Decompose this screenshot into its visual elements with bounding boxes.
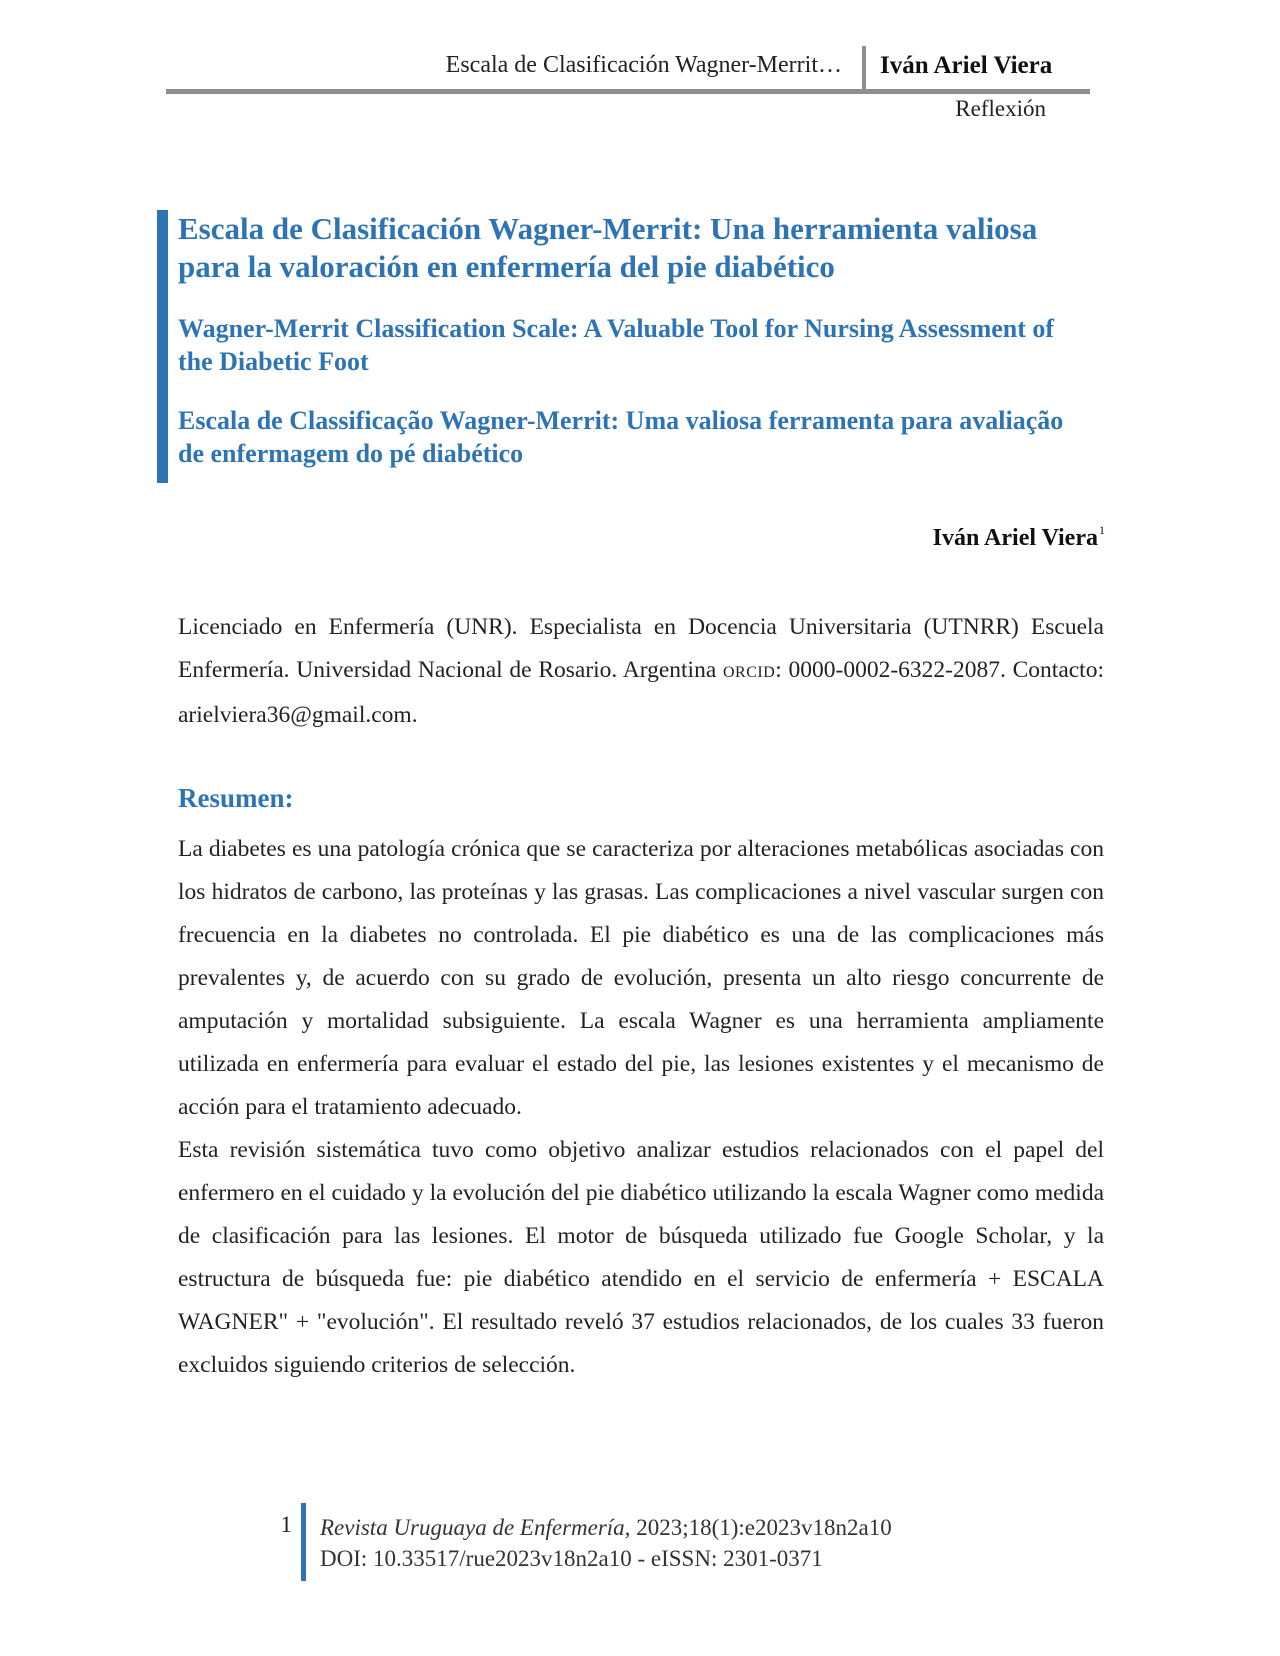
affiliation-text: Licenciado en Enfermería (UNR). Especialista en Docencia Universitaria (UTNRR) Escuela Enfermería. Universidad Nacional de Rosario. Argentina — [178, 614, 1104, 683]
title-portuguese: Escala de Classificação Wagner-Merrit: Uma valiosa ferramenta para avaliação de enfermagem do pé diabético — [178, 406, 1064, 468]
title-spanish: Escala de Clasificación Wagner-Merrit: Una herramienta valiosa para la valoración en enfermería del pie diabético — [178, 211, 1038, 284]
header-author: Iván Ariel Viera — [880, 52, 1053, 79]
header-section-label: Reflexión — [955, 96, 1046, 121]
header-separator — [862, 46, 866, 92]
footer-accent-bar — [301, 1503, 306, 1581]
affiliation-contact: : 0000-0002-6322-2087. Contacto: arielviera36@gmail.com. — [178, 657, 1104, 728]
abstract-body — [178, 828, 1104, 1387]
orcid-label: ORCID — [723, 664, 776, 681]
header-rule — [166, 89, 1090, 94]
author-affiliation — [178, 606, 1104, 737]
abstract-paragraph: Esta revisión sistemática tuvo como objetivo analizar estudios relacionados con el papel del enfermero en el cuidado y la evolución del pie diabético utilizando la escala Wagner como medida de clasificación para las lesiones. El motor de búsqueda utilizado fue Google Scholar, y la estructura de búsqueda fue: pie diabético atendido en el servicio de enfermería + ESCALA WAGNER" + "evolución". El resultado reveló 37 estudios relacionados, de los cuales 33 fueron excluidos siguiendo criterios de selección. — [178, 1137, 1104, 1378]
author-line — [933, 525, 1105, 552]
title-block — [178, 210, 1088, 470]
footer-citation — [320, 1512, 892, 1574]
page-number: 1 — [280, 1512, 292, 1537]
author-footnote-marker: 1 — [1099, 523, 1105, 537]
header-running-title: Escala de Clasificación Wagner-Merrit… — [445, 52, 842, 78]
journal-name: Revista Uruguaya de Enfermería, — [320, 1515, 631, 1540]
author-name: Iván Ariel Viera — [932, 525, 1098, 551]
abstract-paragraph: La diabetes es una patología crónica que se caracteriza por alteraciones metabólicas asociadas con los hidratos de carbono, las proteínas y las grasas. Las complicaciones a nivel vascular surgen con frecuencia en la diabetes no controlada. El pie diabético es una de las complicaciones más prevalentes y, de acuerdo con su grado de evolución, presenta un alto riesgo concurrente de amputación y mortalidad subsiguiente. La escala Wagner es una herramienta ampliamente utilizada en enfermería para evaluar el estado del pie, las lesiones existentes y el mecanismo de acción para el tratamiento adecuado. — [178, 836, 1104, 1120]
abstract-heading: Resumen: — [178, 783, 294, 813]
title-english: Wagner-Merrit Classification Scale: A Valuable Tool for Nursing Assessment of the Diabetic Foot — [178, 314, 1055, 376]
title-accent-bar — [157, 210, 168, 483]
doi-line: DOI: 10.33517/rue2023v18n2a10 - eISSN: 2301-0371 — [320, 1546, 823, 1571]
citation-id: 2023;18(1):e2023v18n2a10 — [630, 1515, 892, 1540]
